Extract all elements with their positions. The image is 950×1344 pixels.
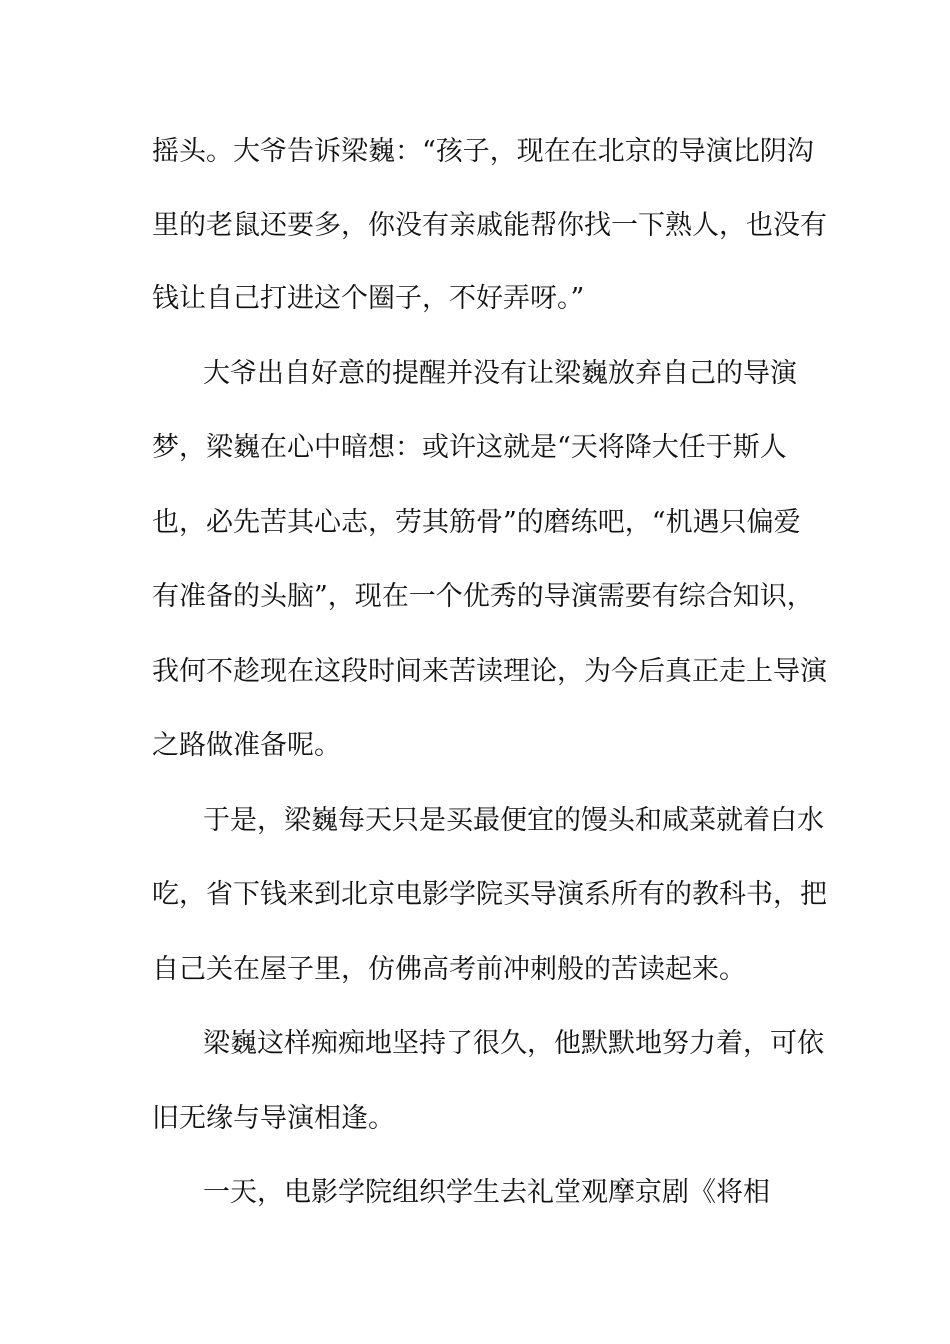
text-line-14: 旧无缘与导演相逢。 [152,1103,395,1134]
text-line-9: 之路做准备呢。 [152,730,341,761]
text-line-3: 钱让自己打进这个圈子，不好弄呀。” [152,283,585,314]
text-line-15: 一天，电影学院组织学生去礼堂观摩京剧《将相 [203,1177,770,1208]
text-line-11: 吃，省下钱来到北京电影学院买导演系所有的教科书，把 [152,879,827,910]
text-line-6: 也，必先苦其心志，劳其筋骨”的磨练吧，“机遇只偏爱 [152,507,801,538]
text-line-8: 我何不趁现在这段时间来苦读理论，为今后真正走上导演 [152,656,827,687]
text-line-13: 梁巍这样痴痴地坚持了很久，他默默地努力着，可依 [203,1028,824,1059]
text-line-10: 于是，梁巍每天只是买最便宜的馒头和咸菜就着白水 [203,805,824,836]
text-line-1: 摇头。大爷告诉梁巍：“孩子，现在在北京的导演比阴沟 [152,136,814,167]
text-line-12: 自己关在屋子里，仿佛高考前冲刺般的苦读起来。 [152,954,746,985]
text-line-4: 大爷出自好意的提醒并没有让梁巍放弃自己的导演 [203,358,797,389]
text-line-2: 里的老鼠还要多，你没有亲戚能帮你找一下熟人，也没有 [152,210,827,241]
text-line-7: 有准备的头脑”，现在一个优秀的导演需要有综合知识， [152,581,814,612]
text-line-5: 梦，梁巍在心中暗想：或许这就是“天将降大任于斯人 [152,432,787,463]
